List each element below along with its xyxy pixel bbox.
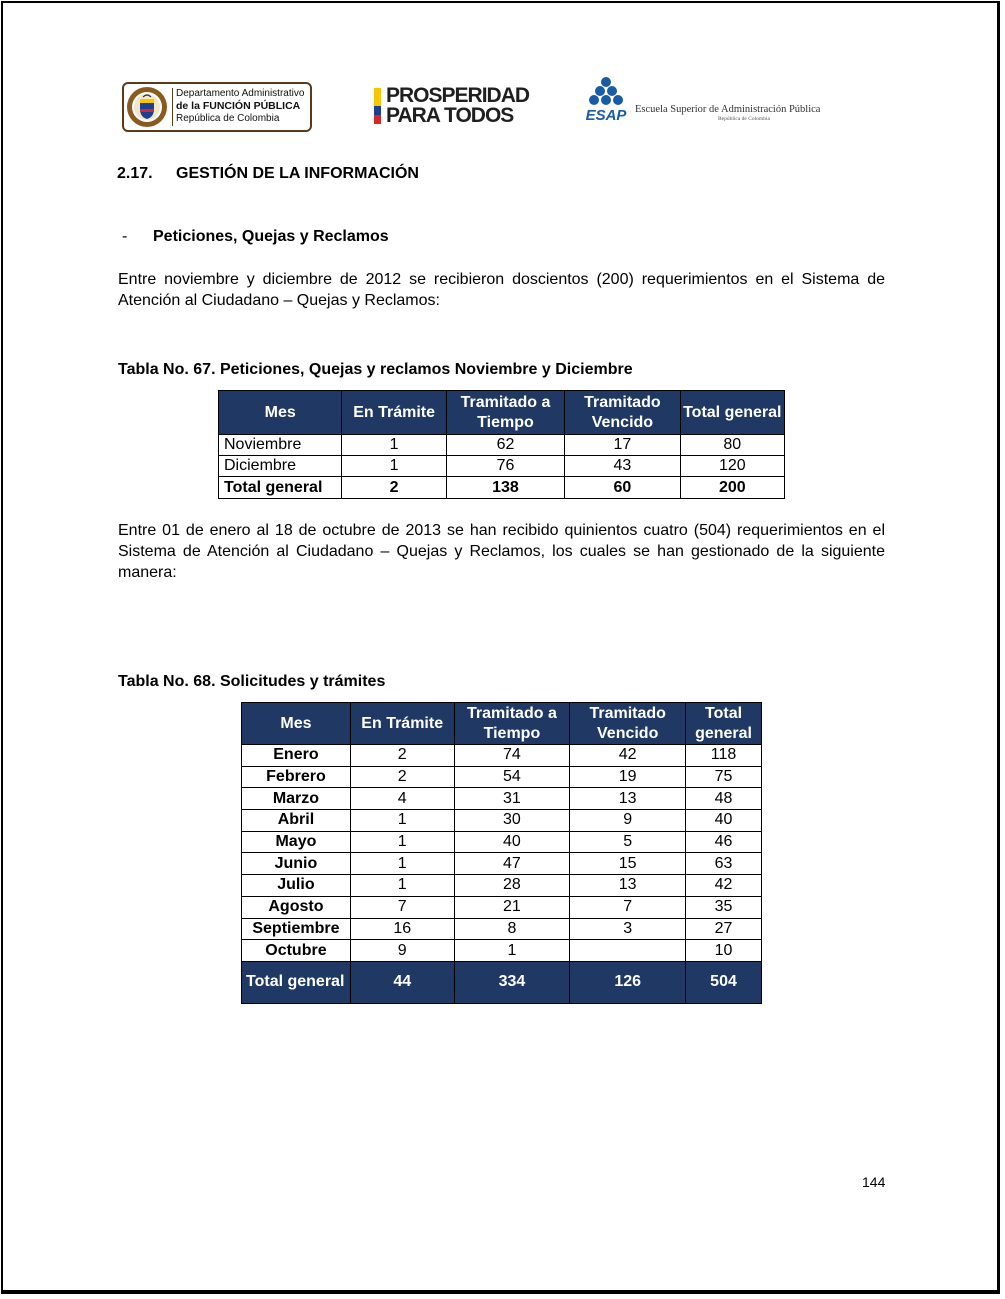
table68-cell: 63 (686, 853, 762, 875)
table68-cell (570, 940, 686, 962)
table68-cell: 30 (454, 810, 570, 832)
table68-cell: 27 (686, 918, 762, 940)
dafp-line-2: de la FUNCIÓN PÚBLICA (176, 100, 301, 112)
esap-logo (578, 76, 821, 128)
dafp-divider (172, 88, 173, 126)
table-68 (241, 702, 762, 1004)
dafp-line-1: Departamento Administrativo (176, 88, 305, 99)
table68-cell: 35 (686, 896, 762, 918)
table68-cell: 19 (570, 766, 686, 788)
table68-cell: 13 (570, 875, 686, 897)
table68-cell: 75 (686, 766, 762, 788)
table-row (219, 435, 785, 456)
table67-cell: 17 (565, 435, 680, 456)
table68-cell: 44 (350, 961, 454, 1003)
table68-header-tiempo: Tramitado a Tiempo (454, 703, 570, 745)
table68-cell: 40 (454, 831, 570, 853)
prosperidad-line-2: PARA TODOS (386, 104, 514, 127)
esap-subtitle: República de Colombia (718, 116, 770, 122)
table-row (242, 745, 762, 767)
table68-header-total: Total general (686, 703, 762, 745)
section-title: GESTIÓN DE LA INFORMACIÓN (176, 165, 419, 182)
table68-cell: Enero (242, 745, 351, 767)
table68-cell: Julio (242, 875, 351, 897)
table67-header-vencido: Tramitado Vencido (565, 391, 680, 435)
table68-cell: 42 (686, 875, 762, 897)
subsection-title: Peticiones, Quejas y Reclamos (153, 228, 389, 245)
table68-cell: 40 (686, 810, 762, 832)
table68-cell: Abril (242, 810, 351, 832)
table-row (242, 875, 762, 897)
section-heading (117, 165, 419, 183)
table-row (242, 896, 762, 918)
table68-cell: Septiembre (242, 918, 351, 940)
document-page (1, 1, 1000, 1294)
page-number: 144 (862, 1174, 886, 1190)
table68-cell: 9 (570, 810, 686, 832)
table67-cell: Diciembre (219, 456, 342, 477)
esap-dots-icon (578, 76, 634, 126)
table67-header-total: Total general (680, 391, 784, 435)
table67-total-row (219, 477, 785, 499)
table-row (242, 940, 762, 962)
table-row (242, 766, 762, 788)
table-row (242, 810, 762, 832)
table68-cell: Junio (242, 853, 351, 875)
prosperidad-line-1: PROSPERIDAD (386, 84, 530, 107)
table-67 (218, 390, 785, 499)
table68-cell: 54 (454, 766, 570, 788)
table68-cell: 118 (686, 745, 762, 767)
table68-cell: 1 (350, 853, 454, 875)
paragraph-2: Entre 01 de enero al 18 de octubre de 2013 se han recibido quinientos cuatro (504) requerimientos en el Sistema de Atención al Ciudadano – Quejas y Reclamos, los cuales se han gestionado de la siguiente manera: (118, 522, 885, 581)
table67-cell: 80 (680, 435, 784, 456)
esap-name: Escuela Superior de Administración Pública (635, 104, 821, 115)
table68-cell: 1 (454, 940, 570, 962)
prosperidad-logo (374, 86, 529, 128)
flag-bar-icon (374, 88, 381, 124)
table68-cell: 504 (686, 961, 762, 1003)
table68-cell: 16 (350, 918, 454, 940)
table67-header-mes: Mes (219, 391, 342, 435)
table68-cell: 9 (350, 940, 454, 962)
table68-header-en-tramite: En Trámite (350, 703, 454, 745)
table-row (242, 788, 762, 810)
table68-cell: 28 (454, 875, 570, 897)
table-row (242, 831, 762, 853)
table67-cell: 138 (446, 477, 564, 499)
dafp-text (176, 88, 304, 125)
table68-cell: 4 (350, 788, 454, 810)
table68-cell: 48 (686, 788, 762, 810)
esap-acronym: ESAP (585, 107, 627, 124)
subsection-heading (122, 228, 389, 246)
section-number: 2.17. (117, 165, 153, 182)
table68-cell: 7 (350, 896, 454, 918)
dafp-logo (122, 82, 312, 132)
table68-cell: 46 (686, 831, 762, 853)
table68-total-row (242, 961, 762, 1003)
table68-cell: 10 (686, 940, 762, 962)
table68-cell: 3 (570, 918, 686, 940)
table67-cell: 1 (342, 456, 446, 477)
table67-cell: Noviembre (219, 435, 342, 456)
table67-cell: 76 (446, 456, 564, 477)
table68-cell: 2 (350, 766, 454, 788)
table68-cell: 74 (454, 745, 570, 767)
table68-cell: Febrero (242, 766, 351, 788)
table67-header-en-tramite: En Trámite (342, 391, 446, 435)
table68-cell: Agosto (242, 896, 351, 918)
table68-cell: Marzo (242, 788, 351, 810)
table67-cell: 43 (565, 456, 680, 477)
table68-cell: 1 (350, 810, 454, 832)
table67-cell: 1 (342, 435, 446, 456)
table68-cell: Octubre (242, 940, 351, 962)
table67-header-tiempo: Tramitado a Tiempo (446, 391, 564, 435)
table68-cell: 1 (350, 875, 454, 897)
table67-cell: 200 (680, 477, 784, 499)
table67-caption: Tabla No. 67. Peticiones, Quejas y reclamos Noviembre y Diciembre (118, 361, 633, 378)
table68-cell: 1 (350, 831, 454, 853)
table68-cell: 7 (570, 896, 686, 918)
table68-cell: 21 (454, 896, 570, 918)
colombia-seal-icon (126, 86, 168, 128)
table67-cell: Total general (219, 477, 342, 499)
subsection-dash: - (122, 228, 128, 245)
table68-cell: 42 (570, 745, 686, 767)
table68-header-mes: Mes (242, 703, 351, 745)
table67-cell: 62 (446, 435, 564, 456)
table67-cell: 2 (342, 477, 446, 499)
table68-cell: 126 (570, 961, 686, 1003)
table68-cell: 31 (454, 788, 570, 810)
table67-cell: 60 (565, 477, 680, 499)
paragraph-1: Entre noviembre y diciembre de 2012 se recibieron doscientos (200) requerimientos en el Sistema de Atención al Ciudadano – Quejas y Reclamos: (118, 271, 885, 309)
table-row (242, 918, 762, 940)
table68-cell: 15 (570, 853, 686, 875)
table67-cell: 120 (680, 456, 784, 477)
dafp-line-3: República de Colombia (176, 113, 280, 124)
table-row (242, 853, 762, 875)
table-row (219, 456, 785, 477)
table68-cell: Total general (242, 961, 351, 1003)
table68-cell: 47 (454, 853, 570, 875)
table68-cell: 13 (570, 788, 686, 810)
table68-cell: 334 (454, 961, 570, 1003)
table68-cell: 2 (350, 745, 454, 767)
table68-cell: 5 (570, 831, 686, 853)
table68-caption: Tabla No. 68. Solicitudes y trámites (118, 673, 386, 690)
table68-cell: Mayo (242, 831, 351, 853)
table68-cell: 8 (454, 918, 570, 940)
table68-header-vencido: Tramitado Vencido (570, 703, 686, 745)
